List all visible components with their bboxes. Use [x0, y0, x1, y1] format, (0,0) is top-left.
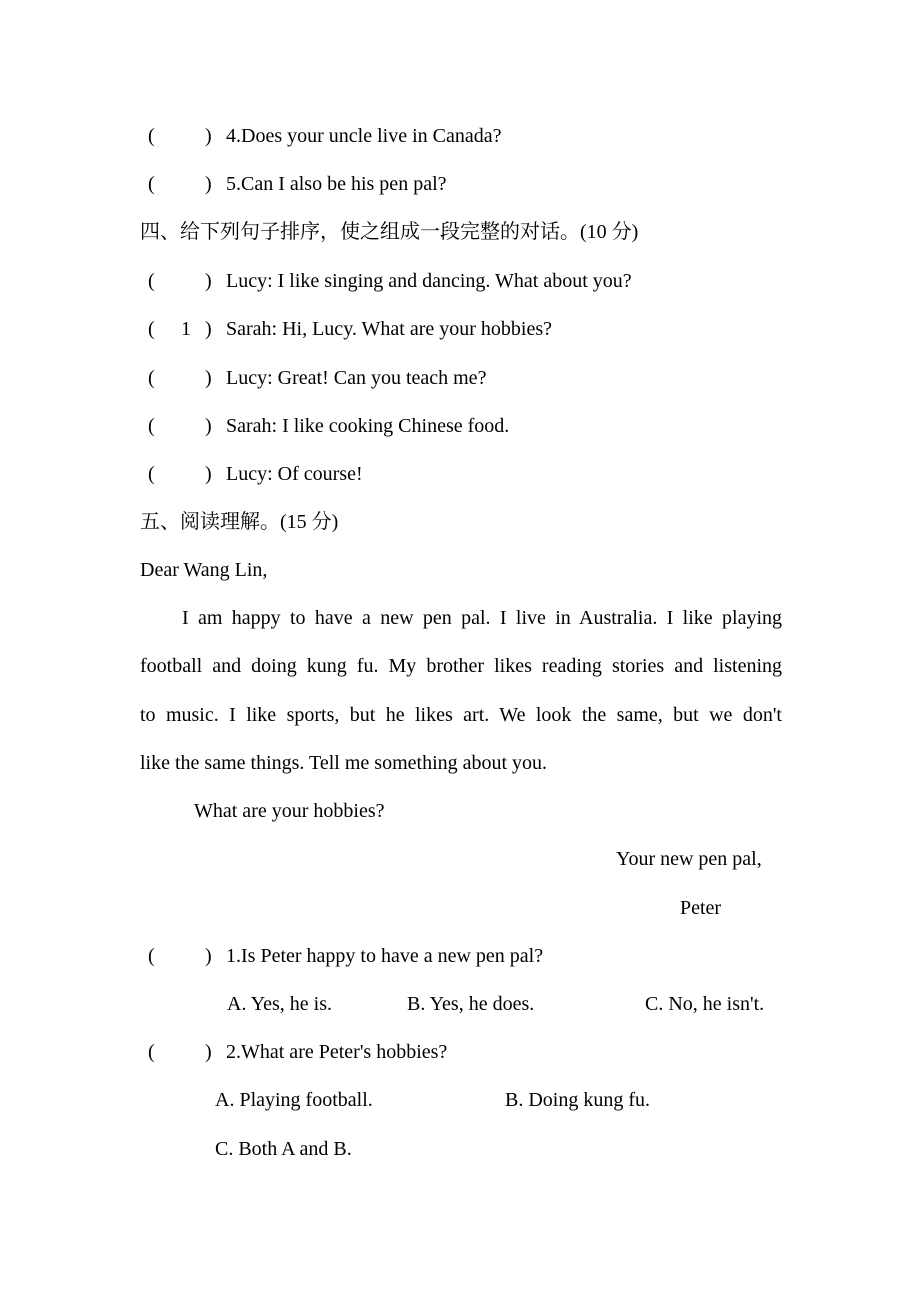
answer-bracket-close: ) — [205, 318, 212, 340]
letter-question: What are your hobbies? — [194, 800, 385, 822]
option-a[interactable]: A. Yes, he is. — [227, 993, 333, 1015]
question-text: 1.Is Peter happy to have a new pen pal? — [226, 945, 544, 967]
letter-signature: Peter — [680, 897, 722, 919]
option-c[interactable]: C. Both A and B. — [215, 1138, 352, 1160]
answer-bracket-close: ) — [205, 1041, 212, 1063]
option-c[interactable]: C. No, he isn't. — [645, 993, 765, 1015]
answer-bracket-open: ( — [148, 415, 155, 437]
letter-closing: Your new pen pal, — [616, 848, 762, 870]
dialogue-text: Lucy: Of course! — [226, 463, 363, 485]
answer-bracket-close: ) — [205, 415, 212, 437]
dialogue-text: Sarah: I like cooking Chinese food. — [226, 415, 510, 437]
section-5-heading: 五、阅读理解。(15 分) — [140, 511, 339, 533]
dialogue-text: Lucy: Great! Can you teach me? — [226, 367, 487, 389]
answer-bracket-close: ) — [205, 367, 212, 389]
answer-bracket-close: ) — [205, 945, 212, 967]
letter-body-line: football and doing kung fu. My brother likes reading stories and listening — [140, 655, 782, 677]
answer-bracket-close: ) — [205, 463, 212, 485]
answer-filled[interactable]: 1 — [181, 318, 191, 340]
answer-bracket-open: ( — [148, 125, 155, 147]
answer-bracket-open: ( — [148, 463, 155, 485]
section-4-heading: 四、给下列句子排序，使之组成一段完整的对话。(10 分) — [140, 221, 639, 243]
answer-bracket-open: ( — [148, 173, 155, 195]
answer-bracket-open: ( — [148, 945, 155, 967]
answer-bracket-close: ) — [205, 270, 212, 292]
letter-body-line: like the same things. Tell me something about you. — [140, 752, 548, 774]
answer-bracket-close: ) — [205, 125, 212, 147]
letter-greeting: Dear Wang Lin, — [140, 559, 268, 581]
answer-bracket-open: ( — [148, 367, 155, 389]
dialogue-text: Lucy: I like singing and dancing. What about you? — [226, 270, 632, 292]
answer-bracket-close: ) — [205, 173, 212, 195]
answer-bracket-open: ( — [148, 270, 155, 292]
option-a[interactable]: A. Playing football. — [215, 1089, 373, 1111]
answer-bracket-open: ( — [148, 318, 155, 340]
option-b[interactable]: B. Yes, he does. — [407, 993, 535, 1015]
answer-bracket-open: ( — [148, 1041, 155, 1063]
letter-body-line: I am happy to have a new pen pal. I live in Australia. I like playing — [182, 607, 782, 629]
option-b[interactable]: B. Doing kung fu. — [505, 1089, 650, 1111]
question-text: 2.What are Peter's hobbies? — [226, 1041, 448, 1063]
question-text: 4.Does your uncle live in Canada? — [226, 125, 502, 147]
dialogue-text: Sarah: Hi, Lucy. What are your hobbies? — [226, 318, 553, 340]
question-text: 5.Can I also be his pen pal? — [226, 173, 447, 195]
letter-body-line: to music. I like sports, but he likes art. We look the same, but we don't — [140, 704, 782, 726]
